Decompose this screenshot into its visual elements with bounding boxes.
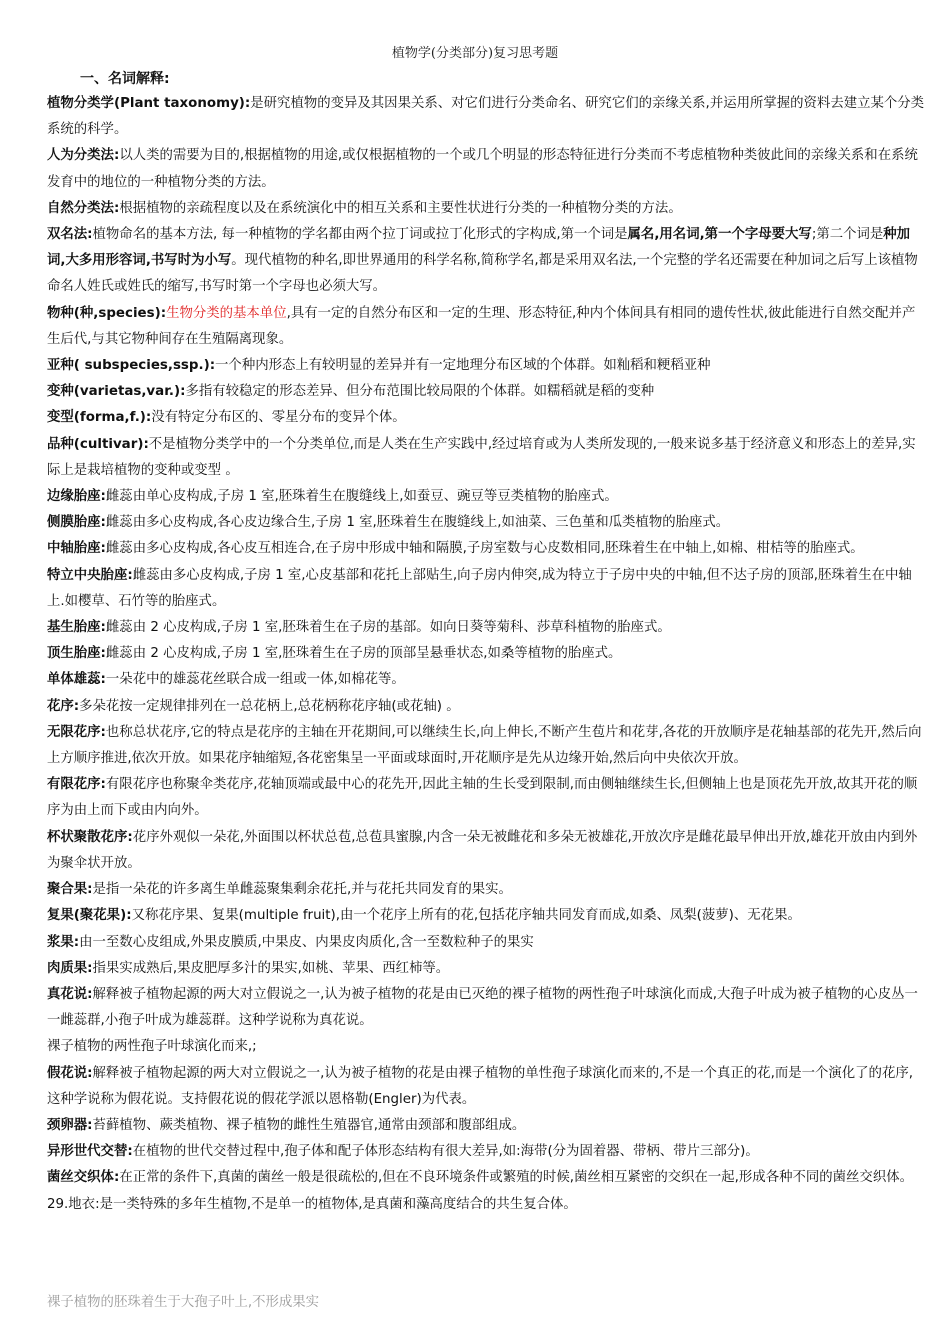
definition-forma bbox=[47, 405, 925, 431]
definitions-list bbox=[47, 91, 925, 1218]
cut-off-line: 裸子植物的胚珠着生于大孢子叶上,不形成果实 bbox=[47, 1295, 320, 1310]
definition-artificial-classification bbox=[47, 143, 925, 195]
definition-term: 有限花序: bbox=[47, 777, 106, 793]
definition-term: 侧膜胎座: bbox=[47, 515, 106, 531]
definition-heteromorphic-alternation bbox=[47, 1139, 925, 1165]
definition-term: 中轴胎座: bbox=[47, 541, 106, 557]
definition-term: 边缘胎座: bbox=[47, 489, 106, 505]
definition-term: 复果(聚花果): bbox=[47, 908, 132, 924]
definition-note bbox=[47, 1034, 925, 1060]
definition-emphasis: 属名,用名词,第一个字母要大写 bbox=[627, 227, 812, 243]
definition-text: 苔藓植物、蕨类植物、裸子植物的雌性生殖器官,通常由颈部和腹部组成。 bbox=[92, 1117, 526, 1133]
definition-text: 多指有较稳定的形态差异、但分布范围比较局限的个体群。如糯稻就是稻的变种 bbox=[185, 384, 655, 400]
definition-text: 雌蕊由多心皮构成,各心皮边缘合生,子房 1 室,胚珠着生在腹缝线上,如油菜、三色堇和瓜类植物的胎座式。 bbox=[105, 515, 730, 531]
definition-term: 花序: bbox=[47, 698, 80, 714]
definition-text: 解释被子植物起源的两大对立假说之一,认为被子植物的花是由裸子植物的单性孢子球演化而来的,不是一个真正的花,而是一个演化了的花序,这种学说称为假花说。支持假花说的假花学派以恩格勒(Engler)为代表。 bbox=[47, 1065, 913, 1107]
definition-term: 异形世代交替: bbox=[47, 1144, 133, 1160]
definition-term: 特立中央胎座: bbox=[47, 567, 133, 583]
definition-text: 花序外观似一朵花,外面围以杯状总苞,总苞具蜜腺,内含一朵无被雌花和多朵无被雄花,开放次序是雌花最早伸出开放,雄花开放由内到外为聚伞状开放。 bbox=[47, 829, 918, 871]
definition-term: 菌丝交织体: bbox=[47, 1170, 120, 1186]
definition-text: ;第二个词是 bbox=[811, 227, 884, 243]
definition-text: 在植物的世代交替过程中,孢子体和配子体形态结构有很大差异,如:海带(分为固着器、带柄、带片三部分)。 bbox=[132, 1144, 759, 1160]
definition-text: 雌蕊由单心皮构成,子房 1 室,胚珠着生在腹缝线上,如蚕豆、豌豆等豆类植物的胎座式。 bbox=[105, 489, 618, 505]
definition-term: 自然分类法: bbox=[47, 200, 120, 216]
definition-text: 是指一朵花的许多离生单雌蕊聚集剩余花托,并与花托共同发育的果实。 bbox=[92, 882, 512, 898]
definition-text: 多朵花按一定规律排列在一总花柄上,总花柄称花序轴(或花轴) 。 bbox=[79, 698, 460, 714]
definition-text: 雌蕊由多心皮构成,各心皮互相连合,在子房中形成中轴和隔膜,子房室数与心皮数相同,胚珠着生在中轴上,如棉、柑桔等的胎座式。 bbox=[105, 541, 864, 557]
definition-term: 亚种( subspecies,ssp.): bbox=[47, 358, 216, 374]
definition-term: 品种(cultivar): bbox=[47, 436, 149, 452]
definition-marginal-placentation bbox=[47, 484, 925, 510]
definition-binomial-nomenclature bbox=[47, 222, 925, 301]
definition-text: 也称总状花序,它的特点是花序的主轴在开花期间,可以继续生长,向上伸长,不断产生苞片和花芽,各花的开放顺序是花轴基部的花先开,然后向上方顺序推进,依次开放。如果花序轴缩短,各花密集呈一平面或球面时,开花顺序是先从边缘开始,然后向中央依次开放。 bbox=[47, 724, 922, 767]
definition-text: 雌蕊由 2 心皮构成,子房 1 室,胚珠着生在子房的顶部呈悬垂状态,如桑等植物的胎座式。 bbox=[105, 646, 622, 662]
definition-text: 在正常的条件下,真菌的菌丝一般是很疏松的,但在不良环境条件或繁殖的时候,菌丝相互紧密的交织在一起,形成各种不同的菌丝交织体。29.地衣:是一类特殊的多年生植物,不是单一的植物体,是真菌和藻高度结合的共生复合体。 bbox=[47, 1170, 913, 1212]
definition-term: 顶生胎座: bbox=[47, 646, 106, 662]
definition-text: 以人类的需要为目的,根据植物的用途,或仅根据植物的一个或几个明显的形态特征进行分类而不考虑植物种类彼此间的亲缘关系和在系统发育中的地位的一种植物分类的方法。 bbox=[47, 148, 918, 190]
definition-aggregate-fruit bbox=[47, 877, 925, 903]
definition-highlight: 生物分类的基本单位 bbox=[166, 305, 287, 321]
definition-text: 裸子植物的两性孢子叶球演化而来,; bbox=[47, 1039, 257, 1055]
definition-inflorescence bbox=[47, 694, 925, 720]
definition-text: 解释被子植物起源的两大对立假说之一,认为被子植物的花是由已灭绝的裸子植物的两性孢子叶球演化而成,大孢子叶成为被子植物的心皮丛一一雌蕊群,小孢子叶成为雄蕊群。这种学说称为真花说。 bbox=[47, 986, 918, 1029]
definition-term: 无限花序: bbox=[47, 724, 106, 740]
definition-text: 有限花序也称聚伞类花序,花轴顶端或最中心的花先开,因此主轴的生长受到限制,而由侧轴继续生长,但侧轴上也是顶花先开放,故其开花的顺序为由上而下或由内向外。 bbox=[47, 777, 918, 819]
definition-cultivar bbox=[47, 432, 925, 484]
definition-term: 浆果: bbox=[47, 934, 80, 950]
definition-term: 变种(varietas,var.): bbox=[47, 384, 186, 400]
document-title: 植物学(分类部分)复习思考题 bbox=[391, 46, 559, 61]
definition-emphasis: 种加词,大多用形容词,书写时为小写 bbox=[47, 227, 911, 269]
definition-text: 根据植物的亲疏程度以及在系统演化中的相互关系和主要性状进行分类的一种植物分类的方法。 bbox=[119, 200, 682, 216]
definition-subspecies bbox=[47, 353, 925, 379]
definition-fleshy-fruit bbox=[47, 956, 925, 982]
definition-free-central-placentation bbox=[47, 563, 925, 615]
definition-apical-placentation bbox=[47, 641, 925, 667]
definition-text: 植物命名的基本方法, 每一种植物的学名都由两个拉丁词或拉丁化形式的字构成,第一个词是 bbox=[92, 227, 628, 243]
definition-text: 是研究植物的变异及其因果关系、对它们进行分类命名、研究它们的亲缘关系,并运用所掌握的资料去建立某个分类系统的科学。 bbox=[47, 96, 925, 138]
definition-text: ,具有一定的自然分布区和一定的生理、形态特征,种内个体间具有相同的遗传性状,彼此能进行自然交配并产生后代,与其它物种间存在生殖隔离现象。 bbox=[47, 305, 916, 347]
definition-term: 肉质果: bbox=[47, 960, 93, 976]
definition-parietal-placentation bbox=[47, 510, 925, 536]
definition-term: 真花说: bbox=[47, 986, 93, 1002]
definition-natural-classification bbox=[47, 196, 925, 222]
definition-term: 杯状聚散花序: bbox=[47, 829, 133, 845]
definition-term: 双名法: bbox=[47, 227, 93, 243]
definition-species bbox=[47, 301, 925, 353]
definition-indefinite-inflorescence bbox=[47, 720, 925, 772]
definition-text: 雌蕊由 2 心皮构成,子房 1 室,胚珠着生在子房的基部。如向日葵等菊科、莎草科植物的胎座式。 bbox=[105, 620, 671, 636]
definition-term: 物种(种,species): bbox=[47, 305, 167, 321]
definition-monadelphous-stamen bbox=[47, 667, 925, 693]
definition-plectenchyma bbox=[47, 1165, 925, 1217]
definition-variety bbox=[47, 379, 925, 405]
definition-term: 假花说: bbox=[47, 1065, 93, 1081]
definition-text: 一朵花中的雄蕊花丝联合成一组或一体,如棉花等。 bbox=[105, 672, 405, 688]
definition-axile-placentation bbox=[47, 536, 925, 562]
definition-text: 由一至数心皮组成,外果皮膜质,中果皮、内果皮肉质化,含一至数粒种子的果实 bbox=[79, 934, 534, 950]
definition-text: 没有特定分布区的、零星分布的变异个体。 bbox=[151, 410, 406, 426]
definition-text: 指果实成熟后,果皮肥厚多汁的果实,如桃、苹果、西红柿等。 bbox=[92, 960, 450, 976]
definition-berry bbox=[47, 930, 925, 956]
definition-text: 又称花序果、复果(multiple fruit),由一个花序上所有的花,包括花序轴共同发育而成,如桑、凤梨(菠萝)、无花果。 bbox=[131, 908, 801, 924]
definition-euanthium-theory bbox=[47, 982, 925, 1034]
definition-pseudanthium-theory bbox=[47, 1061, 925, 1113]
definition-text: 不是植物分类学中的一个分类单位,而是人类在生产实践中,经过培育或为人类所发现的,一般来说多基于经济意义和形态上的差异,实际上是栽培植物的变种或变型 。 bbox=[47, 436, 916, 478]
definition-text: 。现代植物的种名,即世界通用的科学名称,简称学名,都是采用双名法,一个完整的学名还需要在种加词之后写上该植物命名人姓氏或姓氏的缩写,书写时第一个字母也必须大写。 bbox=[47, 253, 918, 295]
definition-term: 变型(forma,f.): bbox=[47, 410, 152, 426]
definition-definite-inflorescence bbox=[47, 772, 925, 824]
definition-basal-placentation bbox=[47, 615, 925, 641]
definition-term: 人为分类法: bbox=[47, 148, 120, 164]
definition-plant-taxonomy bbox=[47, 91, 925, 143]
definition-term: 单体雄蕊: bbox=[47, 672, 106, 688]
definition-term: 基生胎座: bbox=[47, 620, 106, 636]
section-heading: 一、名词解释: bbox=[80, 71, 170, 87]
definition-term: 颈卵器: bbox=[47, 1117, 93, 1133]
definition-multiple-fruit bbox=[47, 903, 925, 929]
definition-archegonium bbox=[47, 1113, 925, 1139]
definition-cyathium bbox=[47, 825, 925, 877]
definition-term: 植物分类学(Plant taxonomy): bbox=[47, 96, 251, 111]
definition-text: 一个种内形态上有较明显的差异并有一定地理分布区域的个体群。如籼稻和粳稻亚种 bbox=[215, 358, 711, 374]
definition-text: 雌蕊由多心皮构成,子房 1 室,心皮基部和花托上部贴生,向子房内伸突,成为特立于子房中央的中轴,但不达子房的顶部,胚珠着生在中轴上.如樱草、石竹等的胎座式。 bbox=[47, 567, 912, 609]
definition-term: 聚合果: bbox=[47, 882, 93, 898]
